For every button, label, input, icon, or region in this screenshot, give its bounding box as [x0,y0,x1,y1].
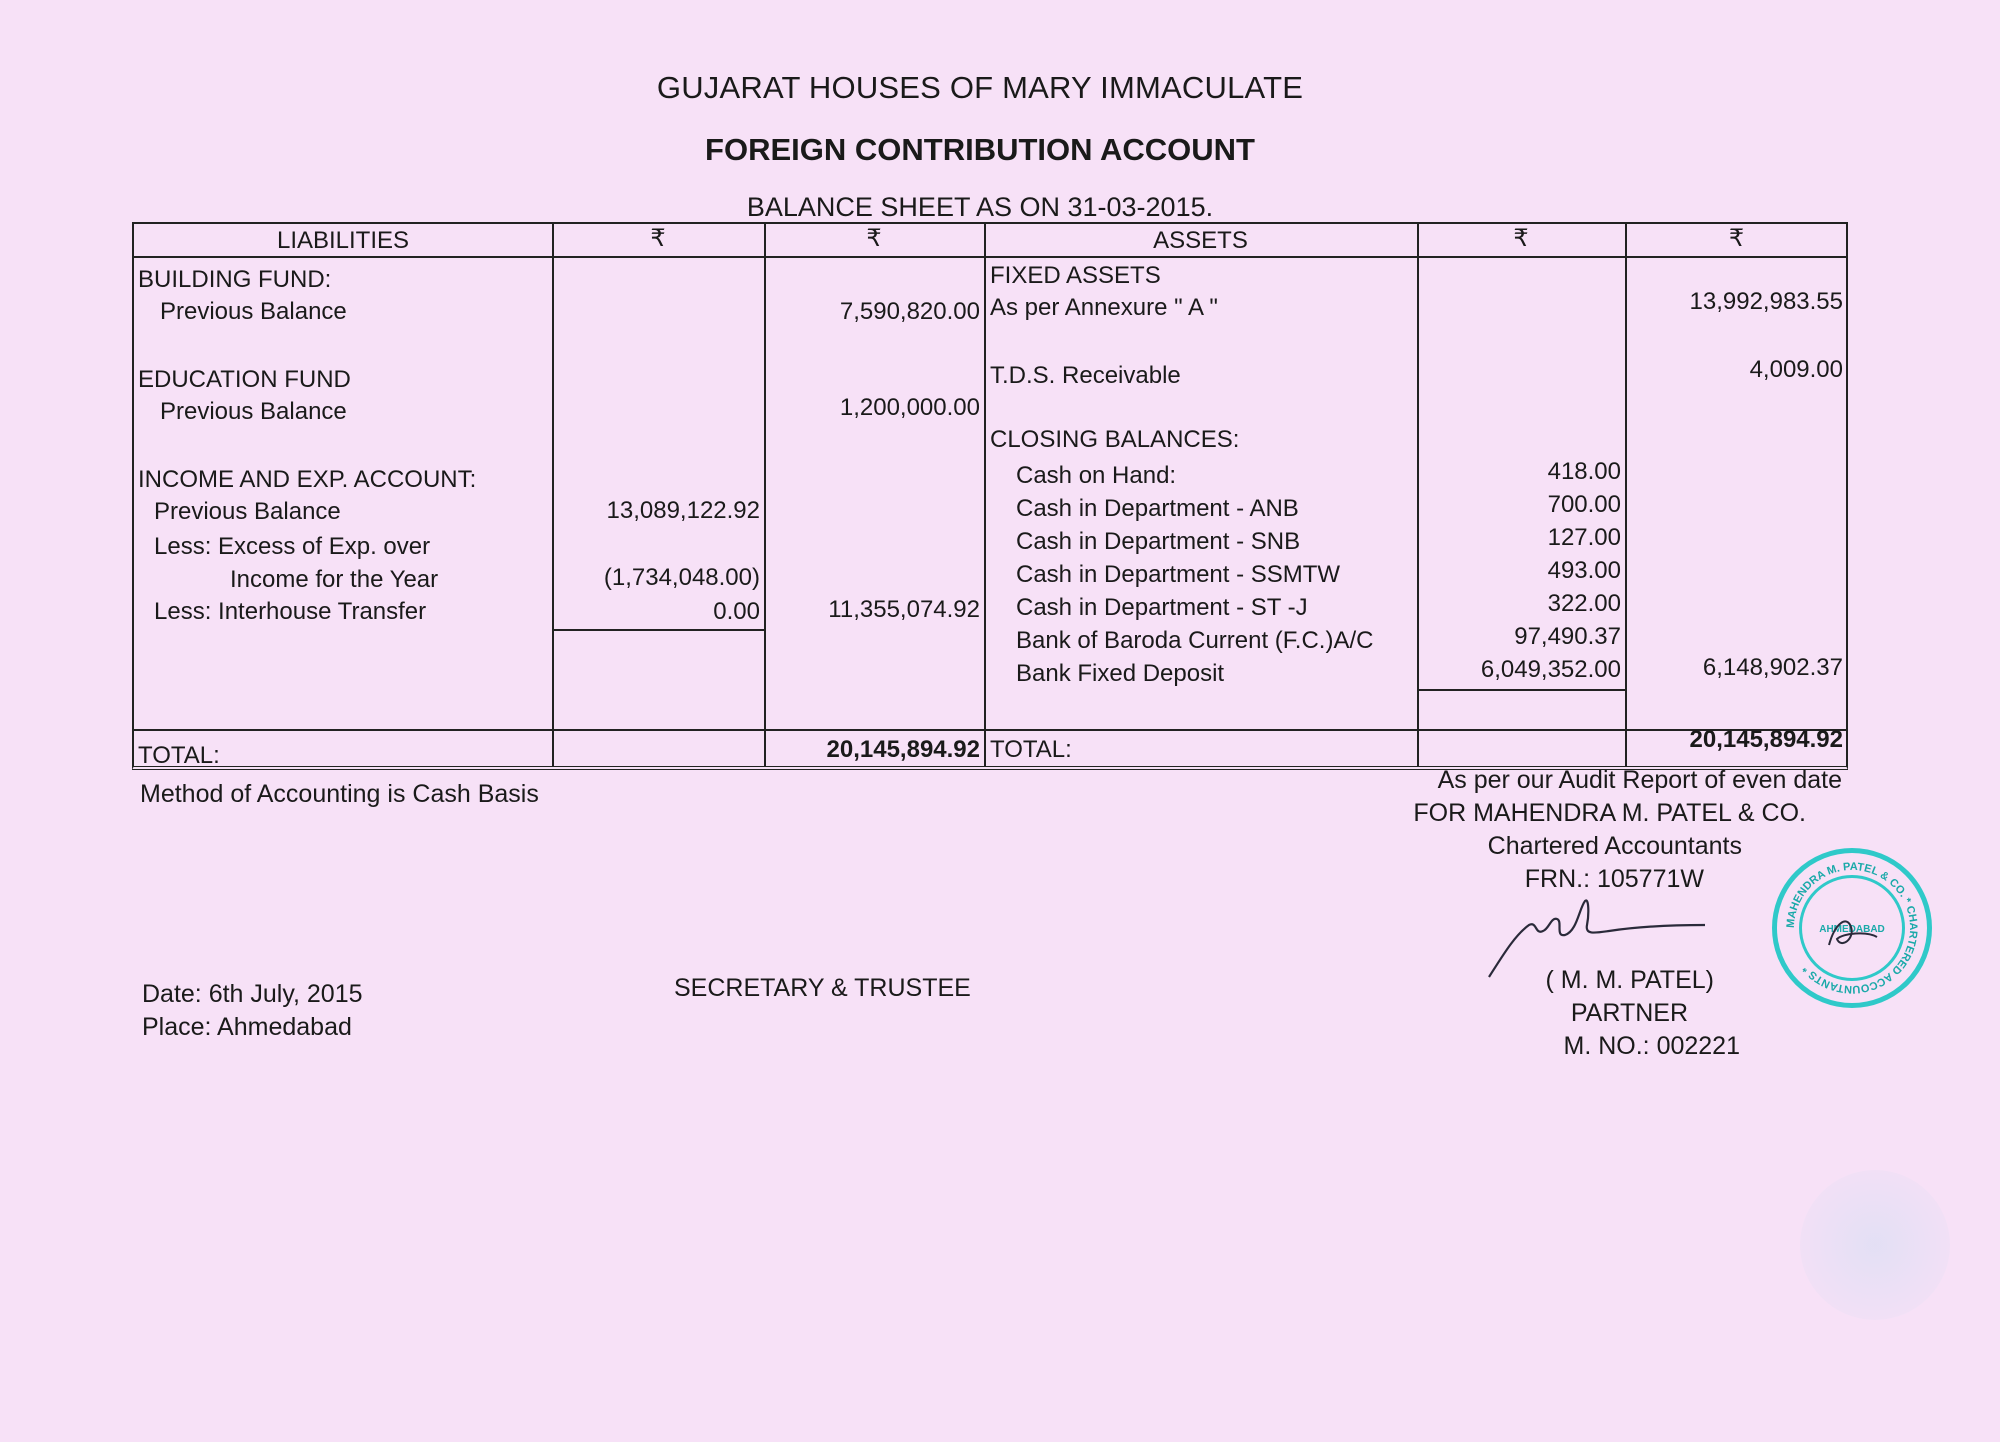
closing-item-amount: 493.00 [1547,557,1621,584]
assets-total-label: TOTAL: [990,736,1072,763]
closing-item-amount: 418.00 [1547,458,1621,485]
closing-balances-label: CLOSING BALANCES: [990,426,1240,453]
closing-item-label: Cash in Department - SSMTW [1016,561,1341,588]
building-fund-amount: 7,590,820.00 [839,298,980,325]
partner-role: PARTNER [1570,999,1688,1027]
statement-place: Place: Ahmedabad [142,1013,352,1041]
column-divider [552,224,554,766]
liabilities-total-label: TOTAL: [138,742,220,769]
currency-header: ₹ [866,225,882,252]
annexure-label: As per Annexure " A " [990,294,1218,321]
closing-item-label: Cash in Department - SNB [1016,528,1301,555]
less-excess-label: Less: Excess of Exp. over [154,533,431,560]
building-fund-label: BUILDING FUND: [138,266,332,293]
header-rule [134,256,1848,258]
firm-designation: Chartered Accountants [1487,832,1742,860]
accounting-method-note: Method of Accounting is Cash Basis [140,780,539,808]
liabilities-total-amount: 20,145,894.92 [826,736,980,763]
closing-item-label: Cash in Department - ANB [1016,495,1299,522]
less-transfer-label: Less: Interhouse Transfer [154,598,427,625]
firm-seal-stamp [1772,848,1932,1008]
closing-item-label: Bank of Baroda Current (F.C.)A/C [1016,627,1374,654]
closing-item-label: Cash in Department - ST -J [1016,594,1308,621]
building-prev-label: Previous Balance [160,298,347,325]
liabilities-header: LIABILITIES [276,227,410,254]
fixed-assets-label: FIXED ASSETS [990,262,1161,289]
tds-amount: 4,009.00 [1749,356,1843,383]
closing-balances-total: 6,148,902.37 [1702,654,1843,681]
partner-name: ( M. M. PATEL) [1545,966,1714,994]
closing-item-label: Bank Fixed Deposit [1016,660,1225,687]
fixed-assets-amount: 13,992,983.55 [1689,288,1843,315]
income-total-amount: 11,355,074.92 [828,596,980,623]
less-excess-label-2: Income for the Year [230,566,439,593]
closing-item-amount: 6,049,352.00 [1480,656,1621,683]
balance-sheet-table [132,222,1848,770]
education-fund-label: EDUCATION FUND [138,366,351,393]
less-excess-amount: (1,734,048.00) [603,564,760,591]
tds-label: T.D.S. Receivable [990,362,1181,389]
currency-header: ₹ [650,225,666,252]
currency-header: ₹ [1728,225,1745,252]
assets-total-amount: 20,145,894.92 [1689,726,1843,753]
assets-header: ASSETS [1153,227,1248,254]
secretary-signatory: SECRETARY & TRUSTEE [674,974,971,1002]
statement-date: Date: 6th July, 2015 [142,980,363,1008]
statement-title: BALANCE SHEET AS ON 31-03-2015. [746,192,1214,222]
currency-header: ₹ [1513,225,1529,252]
organisation-name: GUJARAT HOUSES OF MARY IMMACULATE [656,70,1304,105]
less-transfer-amount: 0.00 [713,598,760,625]
closing-item-amount: 127.00 [1547,524,1621,551]
income-prev-amount: 13,089,122.92 [606,497,760,524]
income-exp-label: INCOME AND EXP. ACCOUNT: [138,466,477,493]
svg-text:MAHENDRA M. PATEL & CO. * CHAR: MAHENDRA M. PATEL & CO. * CHARTERED ACCOUNTANTS * [1784,860,1920,996]
income-prev-label: Previous Balance [154,498,341,525]
total-rule [134,729,1848,731]
svg-text:AHMEDABAD: AHMEDABAD [1819,924,1885,935]
firm-frn: FRN.: 105771W [1524,865,1704,893]
subtotal-rule [552,629,764,631]
firm-name: FOR MAHENDRA M. PATEL & CO. [1413,799,1806,827]
subtotal-rule [1417,689,1625,691]
seal-ring-text [1777,853,1927,1003]
account-title: FOREIGN CONTRIBUTION ACCOUNT [705,132,1255,167]
education-prev-label: Previous Balance [160,398,347,425]
audit-note: As per our Audit Report of even date [1437,766,1842,794]
faint-stamp-mark [1800,1170,1950,1320]
closing-item-amount: 322.00 [1547,590,1621,617]
closing-item-amount: 97,490.37 [1514,623,1621,650]
closing-item-label: Cash on Hand: [1016,462,1177,489]
membership-number: M. NO.: 002221 [1563,1032,1740,1060]
closing-item-amount: 700.00 [1547,491,1621,518]
column-divider [984,224,986,766]
education-fund-amount: 1,200,000.00 [839,394,980,421]
